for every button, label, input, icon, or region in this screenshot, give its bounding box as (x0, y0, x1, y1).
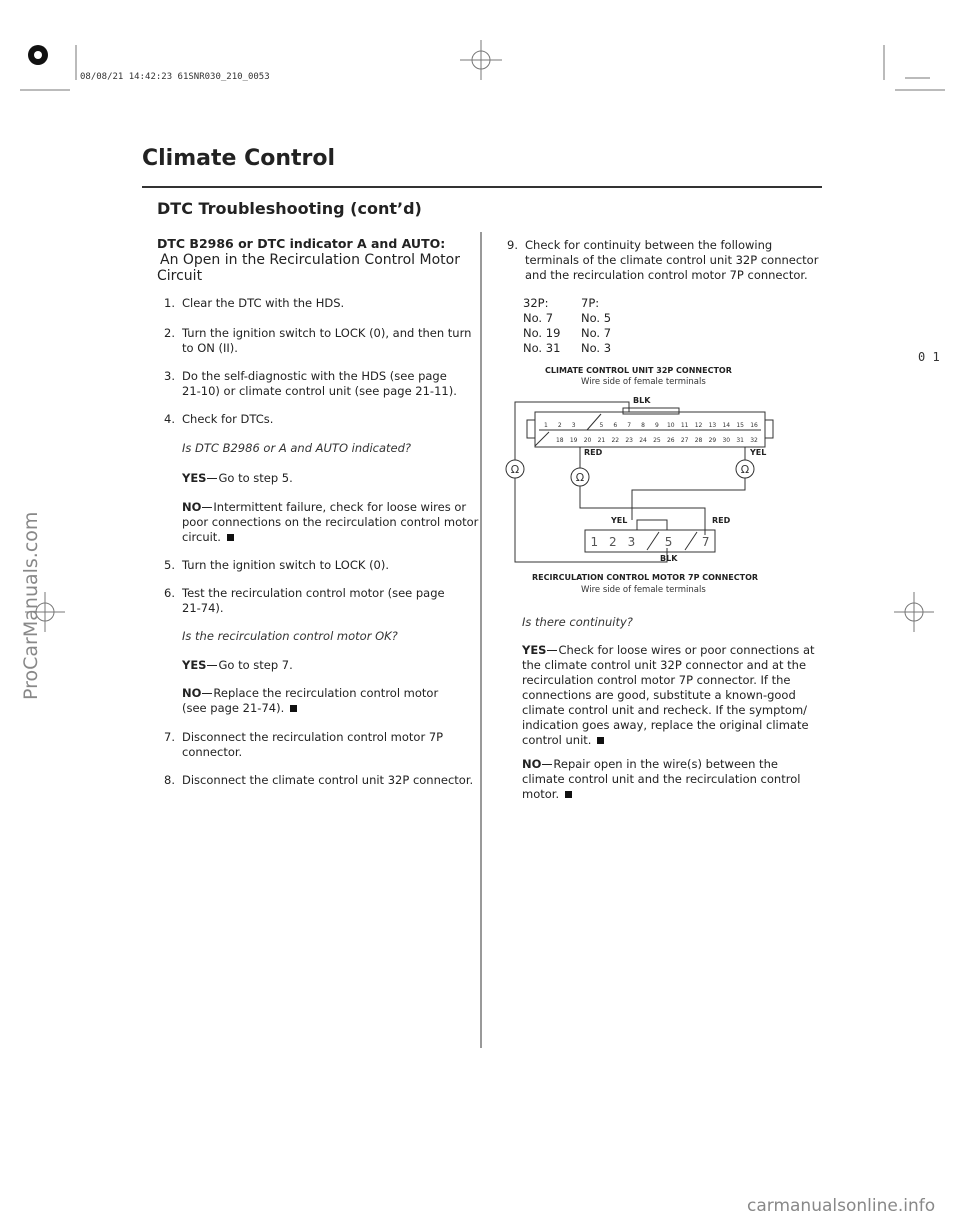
no-2: NO Replace the recirculation control motor (see page 21-74). (182, 686, 439, 715)
step-5: 5. Turn the ignition switch to LOCK (0). (164, 558, 390, 572)
pin-table-row: No. 7 No. 5 (523, 311, 612, 325)
pin-label: 11 (680, 422, 689, 429)
registration-target-icon (28, 45, 48, 65)
wire-label-red-top: RED (584, 448, 603, 457)
step-6: 6. Test the recirculation control motor (see page 21-74). (164, 586, 445, 615)
pin-label: 30 (722, 437, 731, 444)
pin-label: 27 (680, 437, 689, 444)
wire-label-yel-top: YEL (750, 448, 767, 457)
ohmmeter-icon: Ω (575, 471, 585, 484)
pin-label: 18 (555, 437, 564, 444)
pin-table (523, 296, 611, 356)
question-2: Is the recirculation control motor OK? (182, 629, 398, 643)
end-icon (227, 534, 234, 541)
pin-label: 1 (544, 422, 548, 429)
section-subtitle: DTC Troubleshooting (cont’d) (157, 199, 422, 218)
wire-label-red-bottom: RED (712, 516, 731, 525)
watermark-left: ProCarManuals.com (20, 511, 42, 700)
pin-label: 14 (722, 422, 731, 429)
wire-yel (632, 478, 745, 520)
pin-label: 28 (694, 437, 703, 444)
end-icon (290, 705, 297, 712)
step-7: 7. Disconnect the recirculation control motor 7P connector. (164, 730, 444, 759)
question-1: Is DTC B2986 or A and AUTO indicated? (182, 441, 412, 455)
32p-connector-subtitle: Wire side of female terminals (581, 377, 706, 387)
title-rule (142, 186, 822, 188)
question-3: Is there continuity? (522, 615, 633, 629)
end-icon (565, 791, 572, 798)
pin-label: 1 (590, 535, 599, 549)
pin-label: 6 (613, 422, 618, 429)
step-9: 9. Check for continuity between the following terminals of the climate control unit 32P connector and the recirculation control motor 7P connector. (507, 238, 819, 282)
ohmmeter-icon: Ω (510, 463, 520, 476)
yes-2: YES Go to step 7. (182, 658, 293, 672)
page-title: Climate Control (142, 146, 336, 171)
pin-label: 25 (653, 437, 661, 444)
ohmmeter-icon: Ω (740, 463, 750, 476)
pin-label: 9 (655, 422, 659, 429)
wire-red (580, 486, 705, 535)
yes-1: YES Go to step 5. (182, 471, 293, 485)
pin-label: 20 (583, 437, 592, 444)
7p-connector-subtitle: Wire side of female terminals (581, 585, 706, 595)
pin-label: 5 (599, 422, 604, 429)
pin-label: 31 (736, 437, 745, 444)
pin-label: 13 (708, 422, 717, 429)
pin-label: 24 (639, 437, 647, 444)
end-icon (597, 737, 604, 744)
pin-label: 21 (597, 437, 606, 444)
pin-table-row: No. 31 No. 3 (523, 341, 612, 355)
dtc-heading (157, 236, 445, 251)
pin-label: 3 (627, 535, 636, 549)
step-1: 1. Clear the DTC with the HDS. (164, 296, 345, 310)
pin-label: 5 (664, 535, 673, 549)
7p-connector-title: RECIRCULATION CONTROL MOTOR 7P CONNECTOR (532, 573, 759, 582)
32p-connector-title: CLIMATE CONTROL UNIT 32P CONNECTOR (545, 366, 732, 375)
no-1: NO Intermittent failure, check for loose wires or poor connections on the recirculation control motor circuit. (182, 500, 479, 544)
pin-label: 16 (750, 422, 758, 429)
wire-label-blk-top: BLK (633, 396, 651, 405)
pin-label: 22 (611, 437, 620, 444)
pin-table-header: 32P: 7P: (523, 296, 600, 310)
pin-label: 7 (701, 535, 710, 549)
pin-label: 2 (609, 535, 617, 549)
side-mark: 0 1 (918, 350, 940, 364)
pin-label: 3 (571, 422, 576, 429)
wire-label-blk-bottom: BLK (660, 554, 678, 563)
wiring-diagram (505, 390, 795, 580)
pin-label: 26 (666, 437, 675, 444)
dtc-description (160, 252, 460, 268)
no-3: NO Repair open in the wire(s) between the climate control unit and the recirculation control motor. (522, 757, 801, 801)
step-8: 8. Disconnect the climate control unit 32P connector. (164, 773, 474, 787)
pin-label: 23 (625, 437, 634, 444)
pin-label: 7 (627, 422, 632, 429)
pin-table-row: No. 19 No. 7 (523, 326, 612, 340)
pin-label: 29 (708, 437, 717, 444)
pin-label: 8 (641, 422, 645, 429)
pin-label: 2 (557, 422, 562, 429)
dtc-desc-line2: Circuit (157, 268, 203, 284)
pin-label: 19 (569, 437, 578, 444)
pin-label: 15 (736, 422, 745, 429)
step-4: 4. Check for DTCs. (164, 412, 274, 426)
watermark-bottom: carmanualsonline.info (747, 1196, 936, 1216)
dtc-code: DTC B2986 or DTC indicator A and AUTO: (157, 236, 446, 251)
pin-label: 12 (694, 422, 703, 429)
step-2: 2. Turn the ignition switch to LOCK (0), and then turn to ON (II). (164, 326, 472, 355)
dtc-desc-line1: An Open in the Recirculation Control Motor (160, 252, 460, 268)
7p-connector-body (585, 530, 715, 552)
step-3: 3. Do the self-diagnostic with the HDS (see page 21-10) or climate control unit (see page 21-11). (164, 369, 457, 398)
wire-label-yel-bottom: YEL (611, 516, 628, 525)
pin-label: 10 (666, 422, 675, 429)
yes-3: YES Check for loose wires or poor connections at the climate control unit 32P connector and at the recirculation control motor 7P connector. If the connections are good, substitute a known-good climate control unit and recheck. If the symptom/ indication goes away, replace the original climate control unit. (522, 643, 815, 747)
print-stamp: 08/08/21 14:42:23 61SNR030_210_0053 (80, 72, 270, 82)
pin-label: 32 (750, 437, 758, 444)
